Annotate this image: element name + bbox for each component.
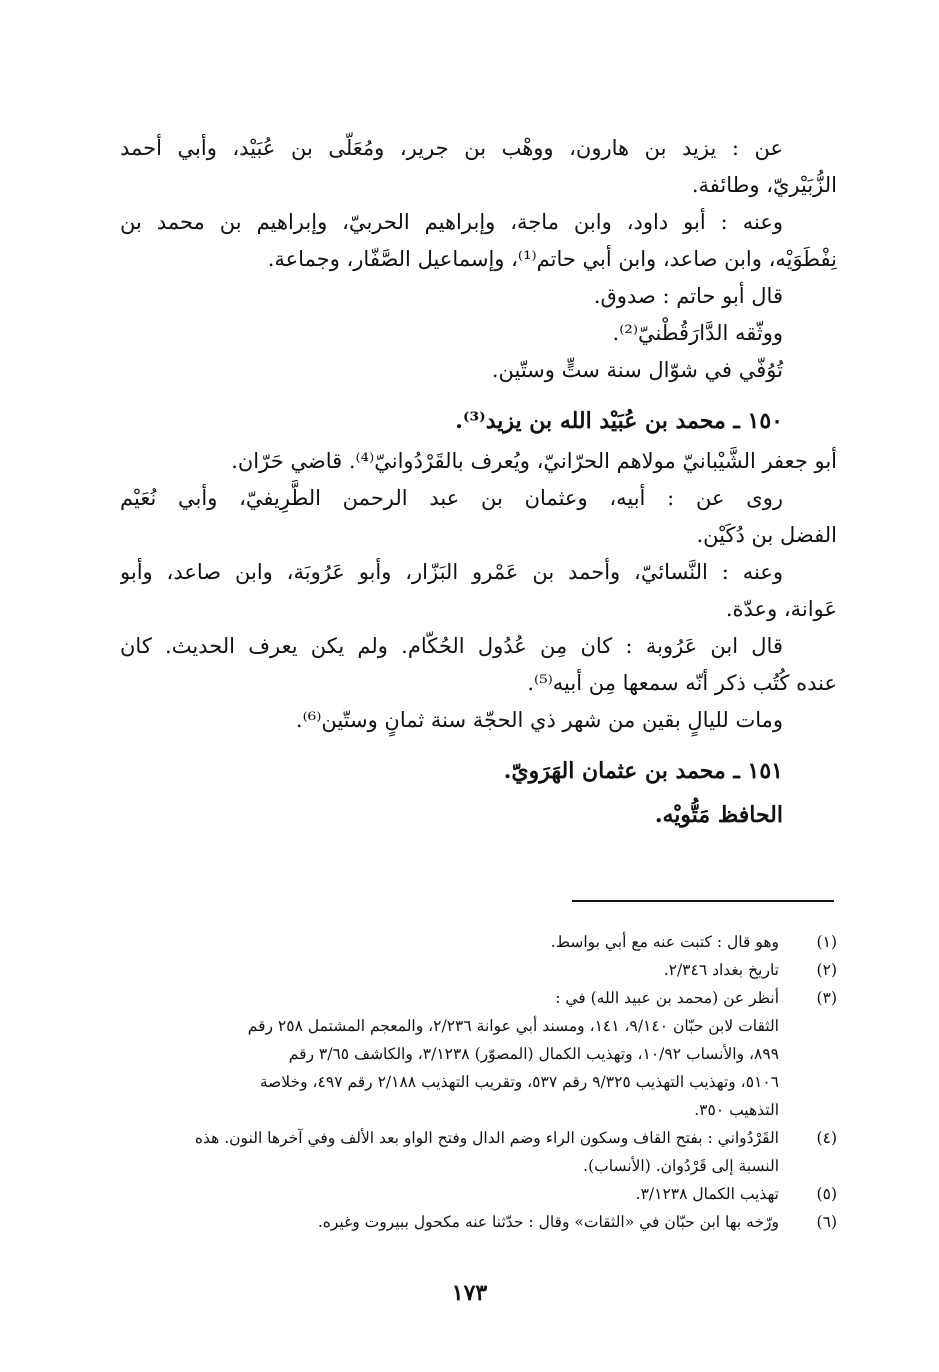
footnote-number: (٦) [816, 1213, 837, 1231]
footnote-line: أنظر عن (محمد بن عبيد الله) في : [555, 989, 779, 1007]
footnote [120, 1180, 837, 1208]
text-line: ووثّقه الدَّارَقُطْنيّ⁽²⁾. [612, 321, 783, 345]
footnote-line: ورّخه بها ابن حبّان في «الثقات» وقال : حدّثنا عنه مكحول ببيروت وغيره. [317, 1213, 779, 1231]
footnote-line: النسبة إلى قَرْدُوان. (الأنساب). [583, 1157, 779, 1175]
text-line: الحافظ مَتُّويْه. [654, 802, 783, 828]
text-line: وعنه : النَّسائيّ، وأحمد بن عَمْرو البَزّار، وأبو عَرُوبَة، وابن صاعد، وأبو [120, 560, 783, 584]
footnote-number: (١) [816, 933, 837, 951]
text-line: الفضل بن دُكَيْن. [696, 523, 837, 547]
footnote-line: الثقات لابن حبّان ٩/١٤٠، ١٤١، ومسند أبي عوانة ٢/٢٣٦، والمعجم المشتمل ٢٥٨ رقم [247, 1017, 779, 1035]
text-line: نِفْطَوَيْه، وابن صاعد، وابن أبي حاتم⁽¹⁾، وإسماعيل الصَّفّار، وجماعة. [267, 247, 837, 271]
footnote-number: (٢) [816, 961, 837, 979]
footnote-number: (٣) [816, 989, 837, 1007]
footnote [120, 984, 837, 1124]
text-line: وعنه : أبو داود، وابن ماجة، وإبراهيم الحربيّ، وإبراهيم بن محمد بن [120, 210, 783, 234]
text-line: تُوُفّي في شوّال سنة ستٍّ وستّين. [491, 358, 783, 382]
entry-heading-150: ١٥٠ ـ محمد بن عُبَيْد الله بن يزيد⁽³⁾. [455, 408, 783, 434]
text-line: قال ابن عَرُوبة : كان مِن عُدُول الحُكّام. ولم يكن يعرف الحديث. كان [120, 634, 783, 658]
footnote-line: القَرْدُواني : بفتح القاف وسكون الراء وضم الدال وفتح الواو بعد الألف وفي آخرها النون. هذه [194, 1129, 779, 1147]
footnote [120, 928, 837, 956]
text-line: ومات لليالٍ بقين من شهر ذي الحجّة سنة ثمانٍ وستّين⁽⁶⁾. [295, 708, 783, 732]
footnote-line: تهذيب الكمال ٣/١٢٣٨. [635, 1185, 779, 1203]
text-line: قال أبو حاتم : صدوق. [593, 284, 783, 308]
text-line: عن : يزيد بن هارون، ووهْب بن جرير، ومُعَلّى بن عُبَيْد، وأبي أحمد [120, 136, 783, 160]
page-number: ١٧٣ [451, 1280, 488, 1306]
text-line: الزُّبَيْريّ، وطائفة. [691, 173, 837, 197]
footnote-number: (٤) [816, 1129, 837, 1147]
footnote-separator [572, 900, 834, 902]
footnote-line: تاريخ بغداد ٢/٣٤٦. [663, 961, 779, 979]
footnote-line: التذهيب ٣٥٠. [694, 1101, 779, 1119]
footnote-number: (٥) [816, 1185, 837, 1203]
text-line: أبو جعفر الشَّيْبانيّ مولاهم الحرّانيّ، ويُعرف بالقَرْدُوانيّ⁽⁴⁾. قاضي حَرّان. [231, 449, 837, 473]
text-line: عنده كُتُب ذكر أنّه سمعها مِن أبيه⁽⁵⁾. [527, 671, 837, 695]
footnote-line: ٨٩٩، والأنساب ١٠/٩٢، وتهذيب الكمال (المصوّر) ٣/١٢٣٨، والكاشف ٣/٦٥ رقم [288, 1045, 779, 1063]
text-line: عَوانة، وعدّة. [725, 597, 837, 621]
main-text [120, 130, 837, 837]
footnote [120, 1208, 837, 1236]
footnotes [120, 928, 837, 1236]
footnote [120, 1124, 837, 1180]
text-line: روى عن : أبيه، وعثمان بن عبد الرحمن الطَّرِيفيّ، وأبي نُعَيْم [120, 486, 783, 510]
footnote-line: وهو قال : كتبت عنه مع أبي بواسط. [550, 933, 779, 951]
footnote [120, 956, 837, 984]
footnote-line: ٥١٠٦، وتهذيب التهذيب ٩/٣٢٥ رقم ٥٣٧، وتقريب التهذيب ٢/١٨٨ رقم ٤٩٧، وخلاصة [259, 1073, 779, 1091]
entry-heading-151: ١٥١ ـ محمد بن عثمان الهَرَويّ. [503, 758, 783, 784]
